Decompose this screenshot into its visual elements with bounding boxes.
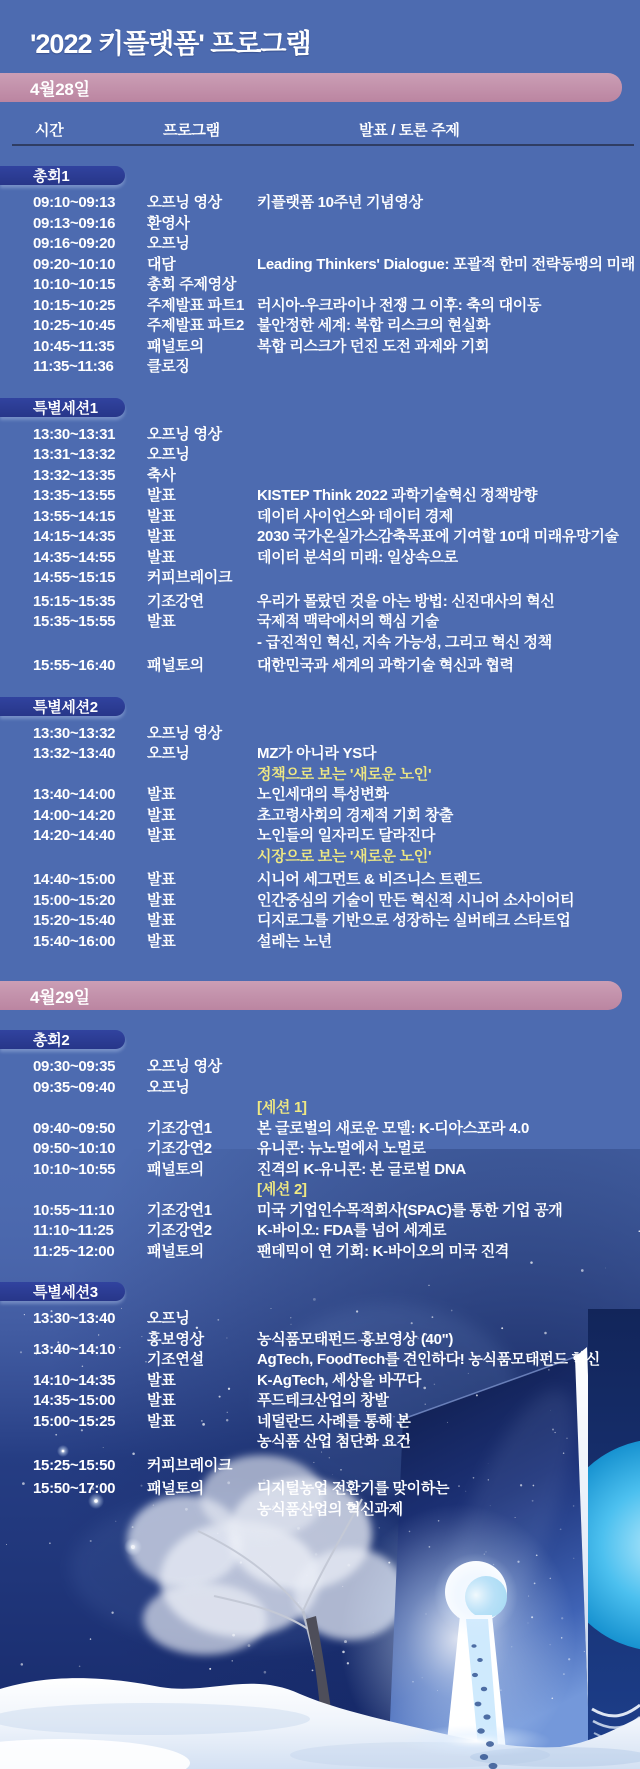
- schedule-row: [0, 1180, 640, 1201]
- topic-cell: [257, 1160, 640, 1181]
- topic-cell: [257, 870, 640, 891]
- topic-cell: [257, 1242, 640, 1263]
- topic-cell: [257, 724, 640, 745]
- time-cell: 10:10~10:55: [33, 1160, 116, 1178]
- schedule-row: [0, 425, 640, 446]
- schedule-section-특별세션3: [0, 1282, 640, 1520]
- program-label: 오프닝: [147, 235, 190, 252]
- topic-cell: [257, 1391, 640, 1412]
- topic-cell: [257, 445, 640, 466]
- schedule-row: [0, 1391, 640, 1412]
- program-label: 주제발표 파트1: [147, 296, 245, 314]
- section-pill: 총회1: [0, 166, 125, 185]
- schedule-row: [0, 592, 640, 613]
- topic-cell: [257, 1309, 640, 1330]
- topic-text: 불안정한 세계: 복합 리스크의 현실화: [257, 317, 491, 334]
- time-cell: 11:25~12:00: [33, 1242, 115, 1260]
- topic-text: 농식품산업의 혁신과제: [257, 1500, 403, 1518]
- program-cell: [147, 826, 257, 867]
- topic-cell: [257, 548, 640, 569]
- schedule-row: [0, 316, 640, 337]
- time-cell: [0, 1180, 147, 1201]
- program-label: 발표: [147, 1412, 176, 1430]
- topic-text: MZ가 아니라 YS다: [257, 745, 377, 762]
- time-cell: 10:10~10:15: [33, 276, 116, 293]
- program-cell: [147, 1242, 257, 1263]
- schedule-row: [0, 932, 640, 953]
- topic-cell: [257, 1078, 640, 1099]
- program-label: 발표: [147, 1392, 176, 1409]
- day-4월28일: [0, 73, 640, 952]
- topic-cell: [257, 337, 640, 358]
- topic-cell: [257, 744, 640, 785]
- topic-text: 국제적 맥락에서의 핵심 기술: [257, 613, 439, 630]
- program-label: 기조강연1: [147, 1201, 212, 1219]
- section-rows: [0, 193, 640, 378]
- topic-cell: [257, 466, 640, 487]
- time-cell: 09:30~09:35: [33, 1058, 116, 1075]
- section-rows: [0, 724, 640, 953]
- topic-cell: [257, 806, 640, 827]
- section-pill: 특별세션2: [0, 697, 125, 716]
- time-cell: 13:32~13:35: [33, 466, 116, 484]
- time-cell: 09:16~09:20: [33, 235, 116, 252]
- topic-cell: [257, 1412, 640, 1453]
- schedule-row: [0, 1098, 640, 1119]
- time-cell: 15:15~15:35: [33, 592, 116, 610]
- schedule-section-특별세션1: [0, 398, 640, 677]
- topic-cell: [257, 234, 640, 255]
- time-cell: 09:20~10:10: [33, 255, 116, 273]
- time-cell: 15:25~15:50: [33, 1456, 116, 1474]
- time-cell: [0, 1098, 147, 1119]
- time-cell: 14:40~15:00: [33, 871, 116, 888]
- schedule-row: [0, 870, 640, 891]
- topic-cell: [257, 214, 640, 235]
- schedule-row: [0, 1139, 640, 1160]
- time-cell: 10:15~10:25: [33, 296, 116, 314]
- program-cell: [147, 214, 257, 235]
- topic-cell: [257, 826, 640, 867]
- topic-cell: [257, 1139, 640, 1160]
- program-label: 환영사: [147, 214, 190, 232]
- topic-cell: [257, 316, 640, 337]
- topic-cell: [257, 527, 640, 548]
- schedule-row: [0, 1456, 640, 1477]
- program-cell: [147, 1201, 257, 1222]
- schedule-row: [0, 357, 640, 378]
- schedule-row: [0, 466, 640, 487]
- program-cell: [147, 932, 257, 953]
- program-cell: [147, 891, 257, 912]
- program-label: 오프닝 영상: [147, 724, 222, 742]
- header-divider: [12, 144, 634, 146]
- program-label: 기조강연2: [147, 1222, 212, 1239]
- topic-cell: [257, 911, 640, 932]
- topic-cell: [257, 1180, 640, 1201]
- topic-cell: [257, 1330, 640, 1371]
- program-label: 패널토의: [147, 337, 204, 355]
- topic-text: 키플랫폼 10주년 기념영상: [257, 194, 423, 211]
- topic-cell: [257, 656, 640, 677]
- program-cell: [147, 357, 257, 378]
- topic-cell: [257, 1201, 640, 1222]
- program-cell: [147, 1391, 257, 1412]
- program-label: 축사: [147, 466, 176, 484]
- schedule-row: [0, 445, 640, 466]
- topic-highlight: [세션 2]: [257, 1181, 307, 1198]
- program-cell: [147, 568, 257, 589]
- program-label: 오프닝: [147, 1078, 190, 1096]
- time-cell: 09:13~09:16: [33, 214, 116, 232]
- schedule-row: [0, 1201, 640, 1222]
- time-cell: 15:20~15:40: [33, 912, 116, 929]
- time-cell: 14:00~14:20: [33, 806, 116, 824]
- program-label: 발표: [147, 786, 176, 803]
- topic-highlight: 정책으로 보는 '새로운 노인': [257, 765, 432, 783]
- topic-text: 노인세대의 특성변화: [257, 786, 389, 803]
- program-cell: [147, 1371, 257, 1392]
- program-cell: [147, 296, 257, 317]
- topic-text: 팬데믹이 연 기회: K-바이오의 미국 진격: [257, 1242, 510, 1260]
- date-bar: 4월29일: [0, 981, 622, 1010]
- topic-text: K-AgTech, 세상을 바꾸다: [257, 1371, 422, 1389]
- program-cell: [147, 724, 257, 745]
- schedule-section-총회1: [0, 166, 640, 378]
- topic-cell: [257, 1119, 640, 1140]
- program-label: 홍보영상: [147, 1330, 204, 1348]
- time-cell: 09:10~09:13: [33, 194, 116, 211]
- program-cell: [147, 1412, 257, 1453]
- topic-text: 시니어 세그먼트 & 비즈니스 트렌드: [257, 871, 482, 888]
- program-label: 발표: [147, 507, 176, 525]
- program-label: 커피브레이크: [147, 569, 233, 586]
- topic-highlight: [세션 1]: [257, 1099, 307, 1116]
- topic-text: 데이터 분석의 미래: 일상속으로: [257, 548, 458, 566]
- topic-cell: [257, 357, 640, 378]
- topic-cell: [257, 486, 640, 507]
- schedule-row: [0, 1412, 640, 1453]
- time-cell: 11:10~11:25: [33, 1222, 114, 1239]
- program-cell: [147, 785, 257, 806]
- program-label: 오프닝 영상: [147, 425, 222, 443]
- section-rows: [0, 425, 640, 677]
- program-cell: [147, 806, 257, 827]
- topic-text: - 급진적인 혁신, 지속 가능성, 그리고 혁신 정책: [257, 633, 552, 651]
- time-cell: 14:35~15:00: [33, 1392, 116, 1409]
- program-cell: [147, 592, 257, 613]
- schedule-row: [0, 1330, 640, 1371]
- schedule-row: [0, 486, 640, 507]
- program-cell: [147, 316, 257, 337]
- program-label: 발표: [147, 1371, 176, 1389]
- program-cell: [147, 234, 257, 255]
- column-headers: [33, 119, 640, 140]
- topic-highlight: 시장으로 보는 '새로운 노인': [257, 847, 432, 865]
- program-cell: [147, 870, 257, 891]
- schedule-row: [0, 1479, 640, 1520]
- topic-text: 네덜란드 사례를 통해 본: [257, 1412, 411, 1430]
- topic-cell: [257, 255, 640, 276]
- time-cell: 15:35~15:55: [33, 613, 116, 630]
- program-cell: [147, 1309, 257, 1330]
- topic-cell: [257, 1479, 640, 1520]
- section-pill: 특별세션3: [0, 1282, 125, 1301]
- topic-cell: [257, 193, 640, 214]
- program-cell: [147, 1098, 257, 1119]
- program-label: 오프닝: [147, 1310, 190, 1327]
- schedule-row: [0, 911, 640, 932]
- program-label: 발표: [147, 487, 176, 504]
- schedule-row: [0, 1057, 640, 1078]
- topic-cell: [257, 1098, 640, 1119]
- program-label: 발표: [147, 827, 176, 844]
- time-cell: 11:35~11:36: [33, 358, 114, 375]
- program-label: 오프닝 영상: [147, 1058, 222, 1075]
- schedule-row: [0, 548, 640, 569]
- topic-text: 러시아-우크라이나 전쟁 그 이후: 축의 대이동: [257, 296, 542, 314]
- program-cell: [147, 486, 257, 507]
- time-cell: 10:25~10:45: [33, 317, 116, 334]
- date-bar: 4월28일: [0, 73, 622, 102]
- topic-cell: [257, 891, 640, 912]
- program-label: 오프닝 영상: [147, 194, 222, 211]
- schedule-row: [0, 1221, 640, 1242]
- schedule-row: [0, 337, 640, 358]
- schedule-row: [0, 527, 640, 548]
- schedule-row: [0, 296, 640, 317]
- program-cell: [147, 1057, 257, 1078]
- program-label: 오프닝: [147, 745, 190, 762]
- program-cell: [147, 337, 257, 358]
- program-label: 기조연설: [147, 1351, 204, 1368]
- topic-cell: [257, 785, 640, 806]
- time-cell: 13:55~14:15: [33, 507, 116, 525]
- time-cell: 13:35~13:55: [33, 487, 116, 504]
- program-label: 발표: [147, 806, 176, 824]
- program-label: 발표: [147, 528, 176, 545]
- topic-text: 설레는 노년: [257, 932, 332, 950]
- schedule-row: [0, 612, 640, 653]
- schedule-row: [0, 275, 640, 296]
- topic-text: 데이터 사이언스와 데이터 경제: [257, 507, 454, 525]
- schedule-row: [0, 656, 640, 677]
- topic-text: 초고령사회의 경제적 기회 창출: [257, 806, 454, 824]
- program-label: 총회 주제영상: [147, 276, 237, 293]
- time-cell: 14:15~14:35: [33, 528, 116, 545]
- time-cell: 15:00~15:20: [33, 891, 116, 909]
- topic-text: 본 글로벌의 새로운 모델: K-디아스포라 4.0: [257, 1119, 530, 1137]
- program-cell: [147, 445, 257, 466]
- time-cell: 09:40~09:50: [33, 1119, 116, 1137]
- schedule-row: [0, 724, 640, 745]
- program-label: 발표: [147, 932, 176, 950]
- program-cell: [147, 507, 257, 528]
- column-header-topic: 발표 / 토론 주제: [359, 122, 460, 139]
- program-label: 오프닝: [147, 446, 190, 463]
- topic-text: 복합 리스크가 던진 도전 과제와 기회: [257, 337, 490, 355]
- program-cell: [147, 744, 257, 785]
- topic-text: 디지털농업 전환기를 맞이하는: [257, 1480, 450, 1497]
- program-label: 커피브레이크: [147, 1456, 233, 1474]
- topic-text: 디지로그를 기반으로 성장하는 실버테크 스타트업: [257, 912, 571, 929]
- program-label: 패널토의: [147, 1242, 204, 1260]
- time-cell: 15:55~16:40: [33, 657, 116, 674]
- schedule-row: [0, 193, 640, 214]
- schedule: [0, 73, 640, 1520]
- program-cell: [147, 1180, 257, 1201]
- program-label: 패널토의: [147, 1480, 204, 1497]
- time-cell: 14:20~14:40: [33, 827, 116, 844]
- program-cell: [147, 1078, 257, 1099]
- topic-text: Leading Thinkers' Dialogue: 포괄적 한미 전략동맹의 미래: [257, 255, 635, 273]
- program-cell: [147, 1119, 257, 1140]
- topic-cell: [257, 507, 640, 528]
- program-label: 패널토의: [147, 657, 204, 674]
- topic-text: 인간중심의 기술이 만든 혁신적 시니어 소사이어티: [257, 891, 575, 909]
- column-header-time: 시간: [35, 122, 64, 139]
- section-pill: 총회2: [0, 1030, 125, 1049]
- program-label: 발표: [147, 613, 176, 630]
- topic-cell: [257, 568, 640, 589]
- program-cell: [147, 193, 257, 214]
- topic-text: KISTEP Think 2022 과학기술혁신 정책방향: [257, 487, 538, 504]
- topic-text: 미국 기업인수목적회사(SPAC)를 통한 기업 공개: [257, 1201, 563, 1219]
- schedule-row: [0, 891, 640, 912]
- program-label: 발표: [147, 891, 176, 909]
- program-cell: [147, 1479, 257, 1520]
- program-cell: [147, 255, 257, 276]
- time-cell: 10:45~11:35: [33, 337, 115, 355]
- topic-text: 우리가 몰랐던 것을 아는 방법: 신진대사의 혁신: [257, 592, 555, 610]
- schedule-row: [0, 826, 640, 867]
- topic-text: AgTech, FoodTech를 견인하다! 농식품모태펀드 혁신: [257, 1351, 600, 1368]
- section-pill: 특별세션1: [0, 398, 125, 417]
- topic-text: K-바이오: FDA를 넘어 세계로: [257, 1222, 447, 1239]
- topic-text: 2030 국가온실가스감축목표에 기여할 10대 미래유망기술: [257, 528, 619, 545]
- topic-cell: [257, 932, 640, 953]
- schedule-row: [0, 255, 640, 276]
- time-cell: 14:10~14:35: [33, 1371, 116, 1389]
- topic-text: 유니콘: 뉴노멀에서 노멀로: [257, 1140, 426, 1157]
- schedule-section-총회2: [0, 1030, 640, 1262]
- topic-cell: [257, 612, 640, 653]
- topic-text: 노인들의 일자리도 달라진다: [257, 827, 436, 844]
- topic-cell: [257, 296, 640, 317]
- time-cell: 13:40~14:00: [33, 786, 116, 803]
- section-rows: [0, 1309, 640, 1520]
- program-cell: [147, 1221, 257, 1242]
- section-rows: [0, 1057, 640, 1262]
- schedule-row: [0, 568, 640, 589]
- topic-text: 대한민국과 세계의 과학기술 혁신과 협력: [257, 657, 514, 674]
- schedule-row: [0, 744, 640, 785]
- time-cell: 14:55~15:15: [33, 569, 116, 586]
- day-4월29일: [0, 981, 640, 1520]
- schedule-row: [0, 1371, 640, 1392]
- column-header-program: 프로그램: [163, 122, 220, 139]
- program-label: 기조강연: [147, 592, 204, 610]
- time-cell: 13:31~13:32: [33, 446, 116, 463]
- program-cell: [147, 1456, 257, 1477]
- schedule-row: [0, 1078, 640, 1099]
- program-cell: [147, 275, 257, 296]
- program-cell: [147, 612, 257, 653]
- topic-text: 진격의 K-유니콘: 본 글로벌 DNA: [257, 1160, 466, 1178]
- program-label: 발표: [147, 871, 176, 888]
- time-cell: 15:40~16:00: [33, 932, 116, 950]
- program-label: 대담: [147, 255, 176, 273]
- program-label: 발표: [147, 548, 176, 566]
- program-label: 발표: [147, 912, 176, 929]
- schedule-section-특별세션2: [0, 697, 640, 953]
- topic-text: 농식품모태펀드 홍보영상 (40"): [257, 1330, 454, 1348]
- program-label: 주제발표 파트2: [147, 317, 245, 334]
- time-cell: 15:50~17:00: [33, 1480, 116, 1497]
- program-label: 기조강연1: [147, 1119, 212, 1137]
- time-cell: 09:35~09:40: [33, 1078, 116, 1096]
- time-cell: 13:40~14:10: [33, 1340, 116, 1358]
- topic-cell: [257, 1057, 640, 1078]
- program-cell: [147, 1330, 257, 1371]
- schedule-row: [0, 1242, 640, 1263]
- topic-cell: [257, 1371, 640, 1392]
- program-cell: [147, 425, 257, 446]
- program-cell: [147, 1139, 257, 1160]
- schedule-row: [0, 214, 640, 235]
- program-label: 패널토의: [147, 1160, 204, 1178]
- schedule-row: [0, 806, 640, 827]
- page-title: '2022 키플랫폼' 프로그램: [30, 29, 311, 59]
- program-cell: [147, 1160, 257, 1181]
- topic-text: 푸드테크산업의 창발: [257, 1392, 389, 1409]
- topic-cell: [257, 1221, 640, 1242]
- schedule-row: [0, 1160, 640, 1181]
- time-cell: 10:55~11:10: [33, 1201, 115, 1219]
- program-label: 기조강연2: [147, 1140, 212, 1157]
- time-cell: 13:30~13:32: [33, 724, 116, 742]
- program-cell: [147, 911, 257, 932]
- schedule-row: [0, 507, 640, 528]
- schedule-row: [0, 1119, 640, 1140]
- topic-cell: [257, 592, 640, 613]
- time-cell: 09:50~10:10: [33, 1140, 116, 1157]
- time-cell: 13:32~13:40: [33, 745, 116, 762]
- schedule-row: [0, 1309, 640, 1330]
- topic-text: 농식품 산업 첨단화 요건: [257, 1433, 411, 1450]
- topic-cell: [257, 1456, 640, 1477]
- time-cell: 13:30~13:40: [33, 1310, 116, 1327]
- topic-cell: [257, 425, 640, 446]
- schedule-row: [0, 785, 640, 806]
- time-cell: 13:30~13:31: [33, 425, 116, 443]
- program-cell: [147, 527, 257, 548]
- time-cell: 15:00~15:25: [33, 1412, 116, 1430]
- schedule-row: [0, 234, 640, 255]
- time-cell: 14:35~14:55: [33, 548, 116, 566]
- topic-cell: [257, 275, 640, 296]
- program-cell: [147, 548, 257, 569]
- program-label: 클로징: [147, 358, 190, 375]
- program-cell: [147, 656, 257, 677]
- program-cell: [147, 466, 257, 487]
